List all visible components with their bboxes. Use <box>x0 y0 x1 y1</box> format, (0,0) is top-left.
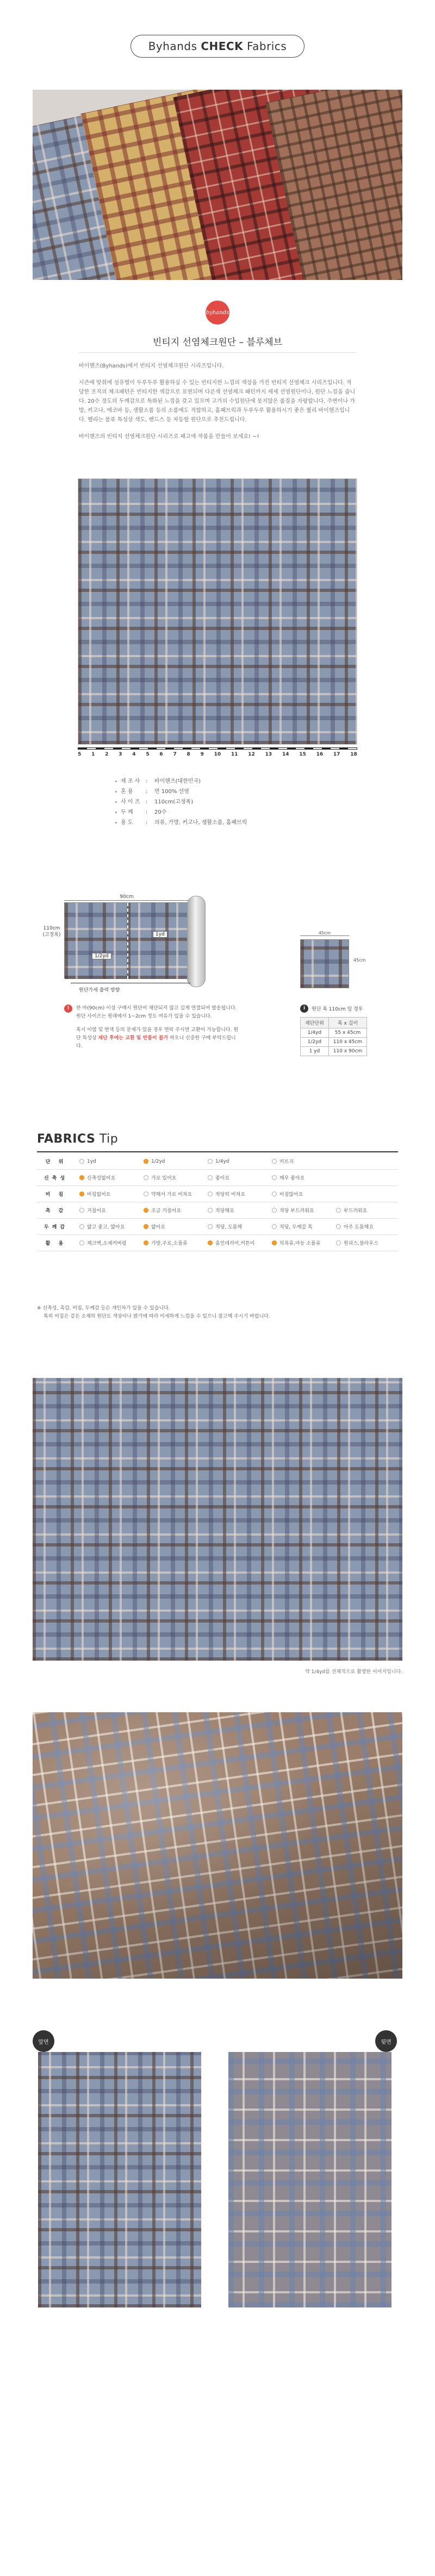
radio-empty-icon <box>336 1224 341 1229</box>
tip-option-label: 적당히 비쳐요 <box>215 1192 246 1197</box>
ruler-number: 2 <box>105 752 109 757</box>
description-paragraph: 바이핸즈의 빈티지 선염체크원단 시리즈로 패고에 작품을 만들어 보세요! ~! <box>79 434 259 440</box>
spec-key: 두 께 <box>114 807 146 818</box>
radio-empty-icon <box>272 1175 277 1180</box>
radio-empty-icon <box>272 1224 277 1229</box>
tip-option <box>268 1158 332 1165</box>
fabric-drape-photo <box>33 1712 402 1979</box>
notes <box>64 1005 238 1056</box>
radio-empty-icon <box>144 1175 148 1180</box>
tip-row-label: 촉 감 <box>45 1208 67 1214</box>
fabrics-tip-title <box>37 1132 118 1146</box>
tip-row-label: 활 용 <box>45 1241 67 1246</box>
diagram-width-label: 90cm <box>64 894 189 901</box>
tip-option-label: 적당 부드러워요 <box>279 1208 314 1214</box>
diagram-height-label: 110cm (고정폭) <box>42 926 61 938</box>
ruler-number: 5 <box>146 752 150 757</box>
spec-row: 두 께 : 20수 <box>114 807 247 818</box>
tip-divider <box>37 1151 398 1152</box>
tip-note: ※ 신축성, 촉감, 비침, 두께감 등은 개인차가 있을 수 있습니다. <box>37 1306 170 1311</box>
exclamation-icon: ! <box>64 1005 72 1013</box>
tip-option <box>75 1190 139 1197</box>
tip-option-label: 비침많아요 <box>279 1192 303 1197</box>
spec-row: 사 이 즈 : 110cm(고정폭) <box>114 797 247 807</box>
spec-row: 용 도 : 의류, 가방, 커고나, 생활소품, 홈패브릭 <box>114 818 247 828</box>
radio-empty-icon <box>79 1224 84 1229</box>
note-2 <box>64 1026 238 1051</box>
ruler-number: 11 <box>231 752 238 757</box>
diagram-half-right <box>127 903 190 979</box>
tip-option-label: 의복류,아동 소품류 <box>279 1241 321 1246</box>
tip-option <box>139 1174 203 1181</box>
tip-option-label: 홈인테리어,커튼이 <box>215 1241 255 1246</box>
radio-selected-icon <box>144 1224 148 1229</box>
photo-caption: 약 1/4yd를 전체적으로 촬영한 이미지입니다. <box>305 1669 402 1675</box>
tip-option-label: 얇고 좋고, 얇아요 <box>87 1225 125 1230</box>
small-diagram-width: 45cm <box>300 931 349 936</box>
direction-label: 원단가세 출력 방향 <box>79 988 120 993</box>
tip-row <box>37 1219 398 1235</box>
ruler-bar <box>78 747 357 750</box>
tip-row-label: 비 침 <box>45 1192 67 1197</box>
tip-row-label: 신축성 <box>44 1176 69 1181</box>
tip-option <box>75 1174 139 1181</box>
tip-title-rest: Tip <box>95 1132 119 1146</box>
ruler-number: 1 <box>91 752 95 757</box>
tip-option-label: 신축성없어요 <box>87 1176 116 1181</box>
note-text: 원단 사이즈는 원래에서 1~2cm 정도 여유가 있을 수 있습니다. <box>76 1014 212 1019</box>
tip-option <box>75 1159 139 1164</box>
tip-option-label: 약해서 가로 비쳐요 <box>151 1192 192 1197</box>
ruler-number: 12 <box>248 752 255 757</box>
tip-row-label: 단 위 <box>45 1159 67 1165</box>
note-text: 혹시 이염 및 변색 등의 문제가 있을 경우 연락 주시면 교환이 가능합니다. 원단 특성상 <box>76 1027 239 1041</box>
tip-option-label: 조금 거칠어요 <box>151 1208 182 1214</box>
radio-empty-icon <box>208 1192 213 1196</box>
fabric-roll-icon <box>187 896 206 987</box>
fabric-full-photo <box>33 1378 402 1661</box>
size-row <box>301 1038 367 1047</box>
size-table <box>300 1017 367 1056</box>
tip-option-label: 체크백,소재커버링 <box>87 1241 127 1246</box>
tip-option <box>75 1223 139 1230</box>
spec-row: 제 조 사 : 바이핸즈(대한민국) <box>114 776 247 787</box>
radio-selected-icon <box>144 1208 148 1213</box>
note-1 <box>64 1005 238 1021</box>
tip-option-label: 적당, 도톰해 <box>215 1225 243 1230</box>
ruler-number: 7 <box>173 752 177 757</box>
radio-empty-icon <box>144 1192 148 1196</box>
size-header: 폭 x 길이 <box>328 1018 366 1028</box>
tip-row <box>37 1170 398 1186</box>
tip-option-label: 1yd <box>87 1158 96 1164</box>
ruler-number: 9 <box>200 752 204 757</box>
tip-option-label: 가로 있어요 <box>151 1176 177 1181</box>
tip-option <box>203 1223 268 1230</box>
brand-pill <box>130 35 305 58</box>
tip-option-label: 적당, 두께감 톡 <box>279 1225 313 1230</box>
tag-1yd: 1yd <box>153 931 167 938</box>
tip-option <box>203 1207 268 1214</box>
ruler-number: 5 <box>78 752 82 757</box>
tip-option-label: 매우 좋아요 <box>279 1176 305 1181</box>
title-divider <box>79 352 356 353</box>
tip-option <box>203 1190 268 1197</box>
front-back-photo <box>33 2030 402 2318</box>
tip-option <box>203 1239 268 1246</box>
radio-empty-icon <box>336 1208 341 1213</box>
radio-empty-icon <box>208 1175 213 1180</box>
front-badge: 앞면 <box>33 2030 54 2052</box>
brand-bold: CHECK <box>201 40 244 53</box>
ruler-number: 4 <box>132 752 136 757</box>
tip-option-label: 커트지 <box>279 1159 294 1165</box>
fabric-swatch-image <box>78 478 357 745</box>
ruler-number: 8 <box>187 752 190 757</box>
tip-note: 특히 비침은 같은 소재의 원단도 색상이나 밝기에 따라 미세하게 느낌을 수 있으니 참고해 주시기 바랍니다. <box>44 1314 270 1319</box>
tip-option <box>268 1223 332 1230</box>
tip-option-label: 1/2yd <box>151 1158 165 1164</box>
radio-empty-icon <box>272 1208 277 1213</box>
drape-shade <box>33 1712 402 1979</box>
tip-option <box>203 1174 268 1181</box>
tip-title-bold: FABRICS <box>37 1132 96 1146</box>
size-row <box>301 1028 367 1038</box>
radio-empty-icon <box>208 1224 213 1229</box>
ruler-numbers <box>78 752 357 757</box>
tip-option-label: 좋아요 <box>215 1176 230 1181</box>
tip-row <box>37 1153 398 1170</box>
tag-half-yd: 1/2yd <box>92 953 111 959</box>
note-text: 한 마(90cm) 이상 구매시 원단이 재단되지 않고 길게 연결되어 발송됩니다. <box>76 1006 237 1011</box>
ruler-number: 10 <box>214 752 221 757</box>
spec-key: 제 조 사 <box>114 776 146 787</box>
radio-empty-icon <box>208 1208 213 1213</box>
radio-empty-icon <box>272 1192 277 1196</box>
tip-row <box>37 1235 398 1251</box>
product-description <box>79 361 356 449</box>
tip-row <box>37 1202 398 1219</box>
tip-option <box>332 1207 396 1214</box>
size-cell: 110 x 90cm <box>328 1047 366 1056</box>
tip-option-label: 거칠어요 <box>87 1208 106 1214</box>
spec-key: 사 이 즈 <box>114 797 146 807</box>
fabrics-tip-table <box>37 1153 398 1251</box>
tip-option <box>139 1207 203 1214</box>
ruler-number: 3 <box>119 752 122 757</box>
brand-suffix: Fabrics <box>243 40 287 53</box>
tip-option <box>332 1239 396 1246</box>
tip-option <box>139 1223 203 1230</box>
size-cell: 1/2yd <box>301 1038 329 1047</box>
radio-empty-icon <box>79 1159 84 1164</box>
tip-option <box>268 1174 332 1181</box>
spec-list <box>114 776 247 828</box>
description-paragraph: 바이핸즈(Byhands)에서 빈티지 선염체크원단 시리즈입니다. <box>79 363 224 369</box>
tip-option <box>268 1239 332 1246</box>
small-diagram-fabric <box>300 939 349 988</box>
radio-selected-icon <box>79 1175 84 1180</box>
front-side-fabric <box>38 2052 201 2307</box>
info-icon: i <box>300 1005 308 1013</box>
tip-option-label: 얇아요 <box>151 1225 166 1230</box>
size-cell: 1 yd <box>301 1047 329 1056</box>
size-header: 재단단위 <box>301 1018 329 1028</box>
back-side-fabric <box>228 2052 391 2307</box>
size-row <box>301 1047 367 1056</box>
size-caption: 원단 폭 110cm 일 경우 <box>312 1007 363 1012</box>
ruler-number: 13 <box>265 752 272 757</box>
tip-option <box>75 1239 139 1246</box>
hero-fabric-stack-image <box>33 90 402 280</box>
note-warning: 재단 후에는 교환 및 반품이 불가 <box>98 1036 169 1041</box>
ruler-number: 6 <box>159 752 163 757</box>
tip-option <box>268 1190 332 1197</box>
spec-row: 혼 용 : 면 100% 선염 <box>114 787 247 797</box>
tip-option-label: 원피스,블라우스 <box>344 1241 378 1246</box>
spec-value: 면 100% 선염 <box>154 789 189 795</box>
size-cell: 1/4yd <box>301 1028 329 1038</box>
tip-option <box>332 1223 396 1230</box>
radio-empty-icon <box>208 1159 213 1164</box>
tip-option <box>268 1207 332 1214</box>
ruler-number: 18 <box>350 752 357 757</box>
spec-value: 20수 <box>154 809 167 815</box>
ruler-number: 16 <box>316 752 324 757</box>
diagram-fabric <box>64 902 189 978</box>
radio-selected-icon <box>79 1192 84 1196</box>
ruler <box>78 747 357 759</box>
diagram-cut-line <box>127 903 128 979</box>
radio-selected-icon <box>144 1240 148 1245</box>
tip-option-label: 가방,주로,소품류 <box>151 1241 188 1246</box>
tip-option <box>139 1239 203 1246</box>
tip-option-label: 비침없어요 <box>87 1192 111 1197</box>
tip-option <box>75 1207 139 1214</box>
ruler-number: 17 <box>333 752 340 757</box>
radio-empty-icon <box>79 1240 84 1245</box>
brand-header <box>0 35 435 58</box>
tip-option-label: 아주 도톰해요 <box>344 1225 374 1230</box>
tip-option-label: 1/4yd <box>215 1158 229 1164</box>
small-diagram-height: 45cm <box>353 958 366 963</box>
spec-value: 의류, 가방, 커고나, 생활소품, 홈패브릭 <box>154 820 247 826</box>
byhands-logo: byhands <box>206 301 229 325</box>
tip-row <box>37 1186 398 1202</box>
ruler-number: 14 <box>282 752 289 757</box>
product-title: 빈티지 선염체크원단 – 블루체브 <box>152 337 283 348</box>
diagram-half-left <box>65 903 127 979</box>
tip-row-label: 두께감 <box>44 1225 69 1230</box>
tip-option-label: 부드러워요 <box>344 1208 368 1214</box>
radio-empty-icon <box>272 1159 277 1164</box>
spec-value: 바이핸즈(대한민국) <box>154 778 201 784</box>
tip-notes <box>37 1305 398 1321</box>
description-paragraph: 시즌에 맞춰에 섬유별이 두루두루 활용하실 수 있는 빈티지한 느낌의 색상을 가진 빈티지 선염체크 시리즈입니다. 적당한 조직의 체크패턴은 빈티지한 색감으로 표현되며 다른색 선염체크 패턴까지 세세 선염원단이나, 원단 느낌을 줍니다. 20수 정도의 두께감으로 특화된 느낌을 갖고 있으며 고가의 수입원단에 못지않은 품질을 자랑합니다. 주변이나 가방, 커고나, 에코바 등, 생활소품 등의 소품에도 적합하고, 홈패브릭과 두루두루 활용하시기 좋은 퀄리 바이핸즈입니다. 헬리는 물류 특성상 색도, 밴드스 등 차등할 원단으로 추천드립니다. <box>79 380 356 423</box>
spec-key: 혼 용 <box>114 787 146 797</box>
radio-selected-icon <box>144 1159 148 1164</box>
size-cell: 55 x 45cm <box>328 1028 366 1038</box>
size-table-block <box>300 1005 367 1056</box>
radio-selected-icon <box>208 1240 213 1245</box>
brand-prefix: Byhands <box>148 40 201 53</box>
tip-option <box>139 1159 203 1164</box>
ruler-number: 15 <box>299 752 306 757</box>
spec-value: 110cm(고정폭) <box>154 799 194 805</box>
size-cell: 110 x 45cm <box>328 1038 366 1047</box>
back-badge: 뒷면 <box>375 2030 397 2052</box>
radio-selected-icon <box>272 1240 277 1245</box>
tip-option <box>203 1159 268 1164</box>
radio-empty-icon <box>79 1208 84 1213</box>
note-text: 하오니 신중한 구매 부탁드립니다. <box>76 1036 236 1049</box>
tip-option <box>139 1190 203 1197</box>
spec-key: 용 도 <box>114 818 146 828</box>
radio-empty-icon <box>336 1240 341 1245</box>
tip-option-label: 적당해요 <box>215 1208 234 1214</box>
